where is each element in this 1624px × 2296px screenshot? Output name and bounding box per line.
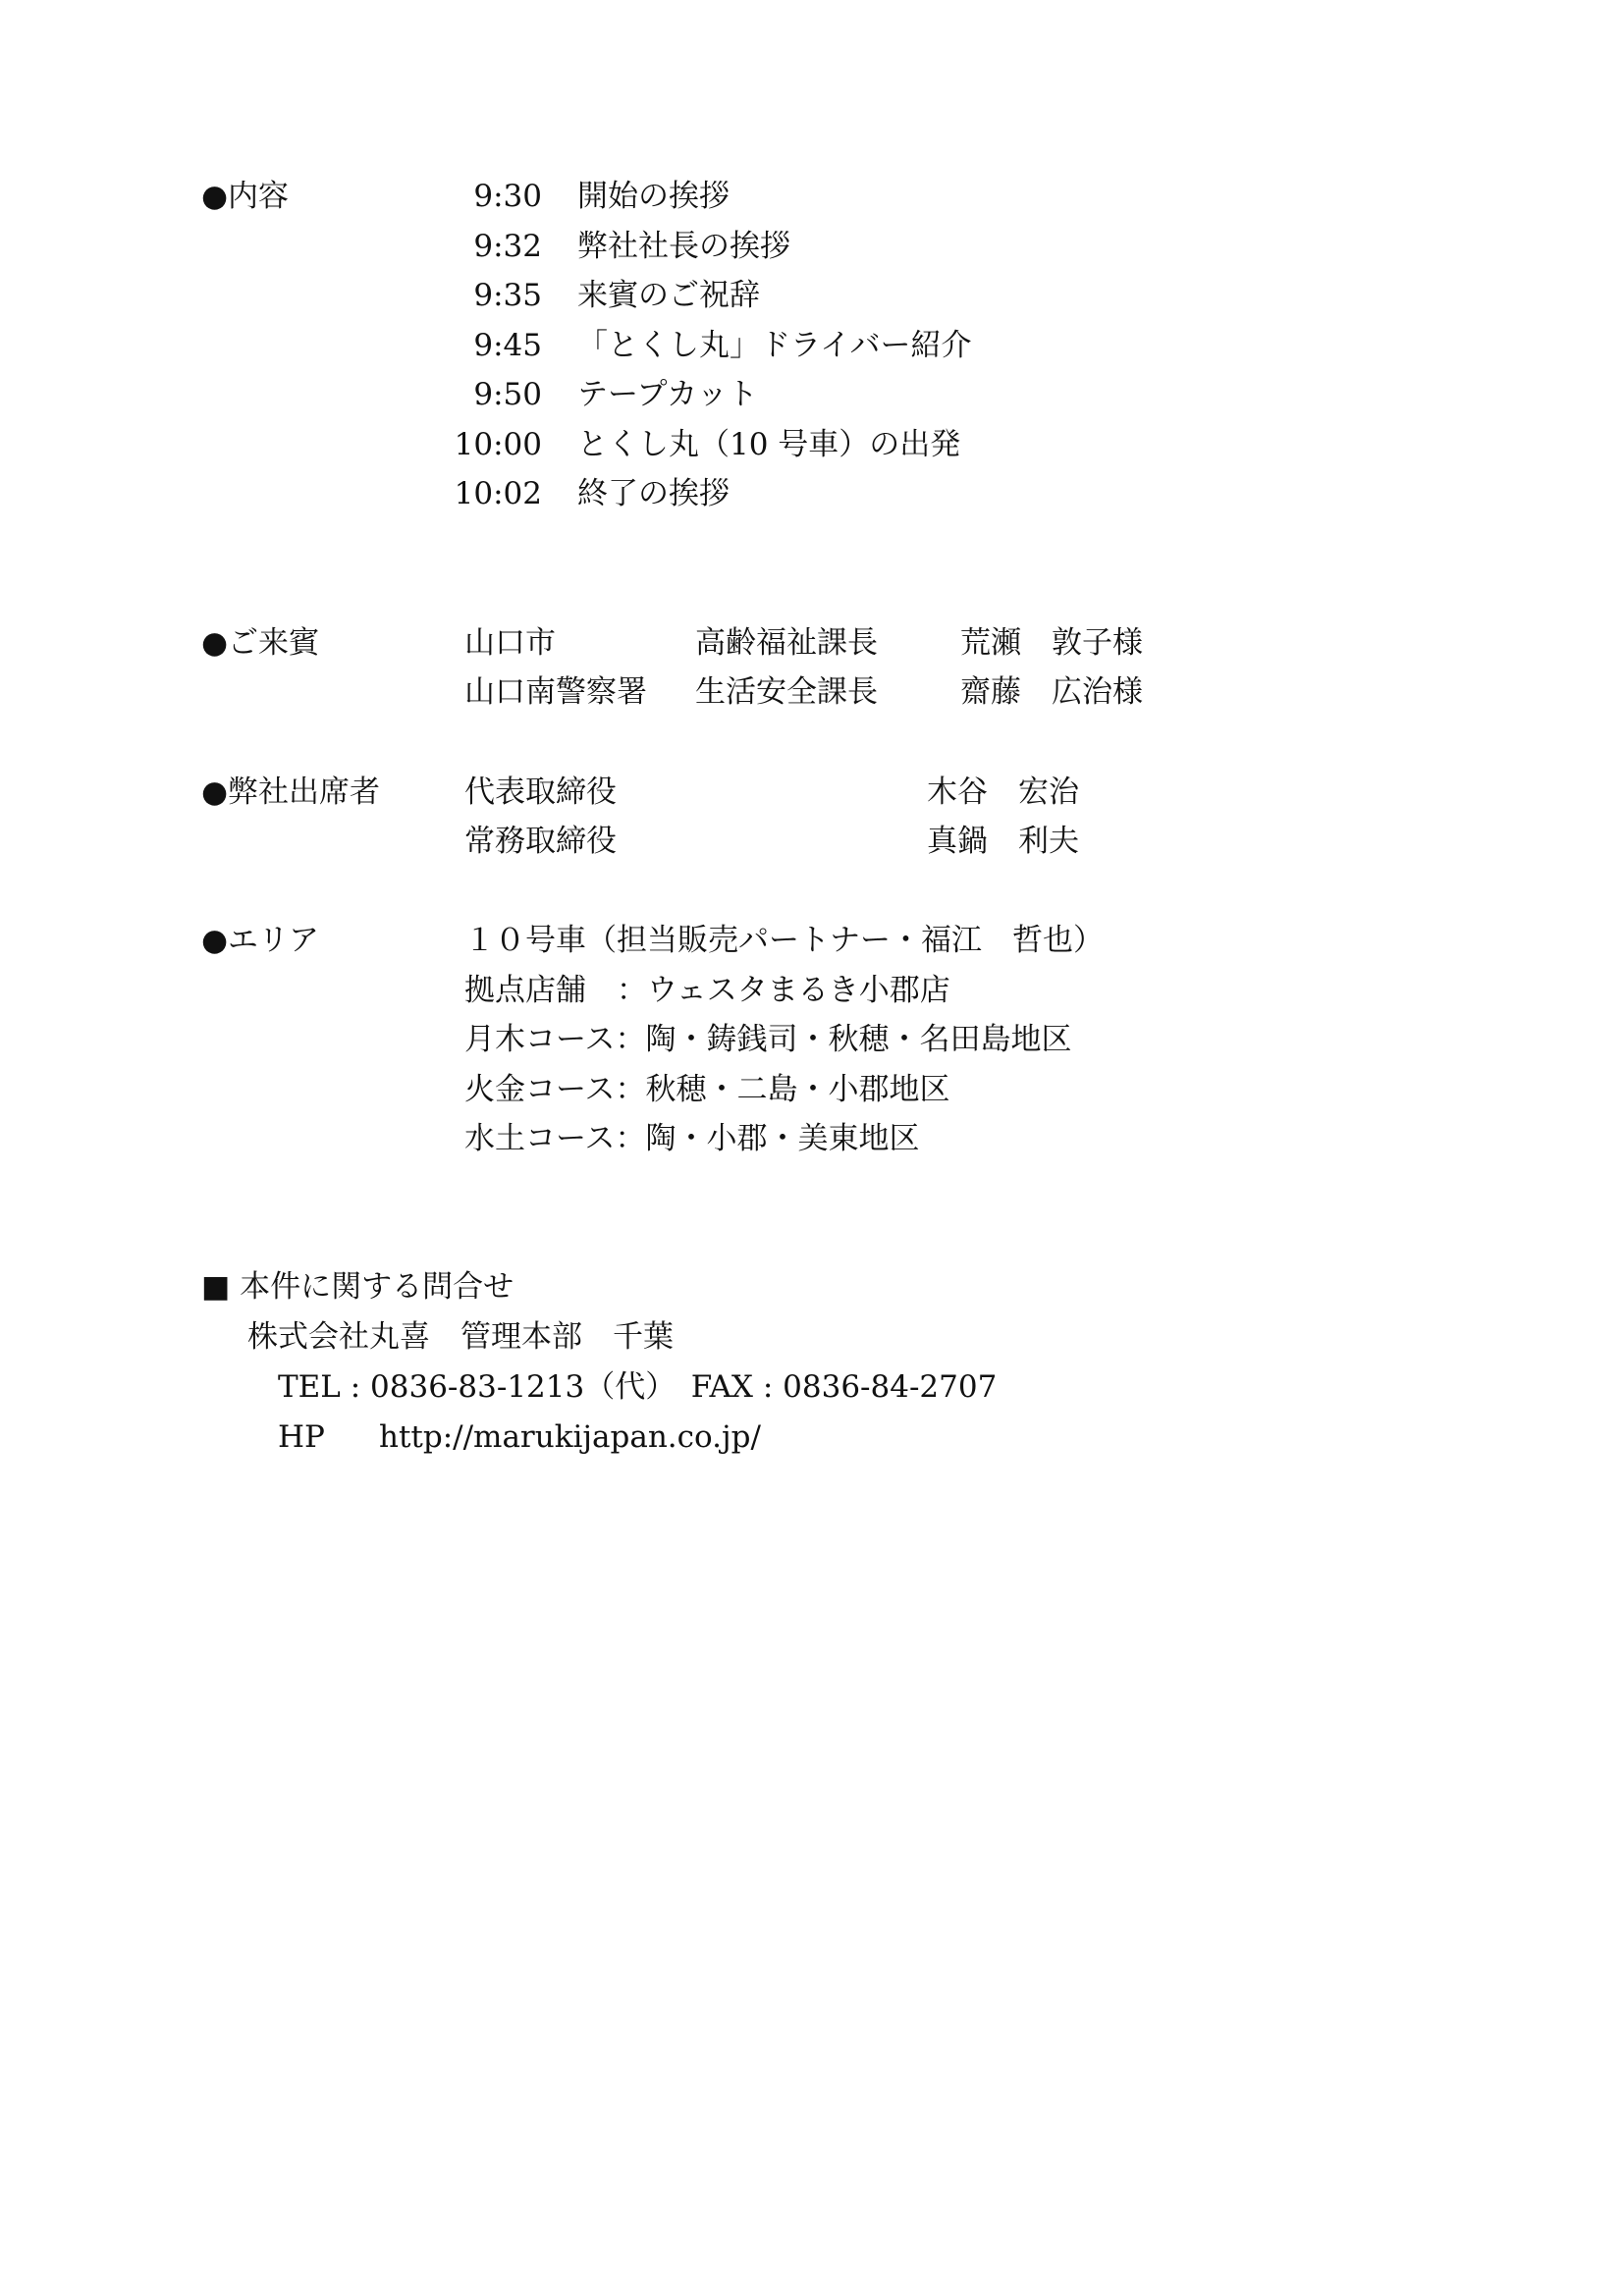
attendee-name-1: 木谷 宏治 bbox=[927, 774, 1079, 810]
attendee-title-1: 代表取締役 bbox=[464, 774, 617, 810]
program-time-1: 9:30 bbox=[473, 179, 542, 214]
program-time-3: 9:35 bbox=[473, 278, 542, 313]
contact-tel-fax: TEL : 0836-83-1213（代） FAX : 0836-84-2707 bbox=[278, 1369, 998, 1405]
contact-heading: ■ 本件に関する問合せ bbox=[201, 1269, 514, 1305]
attendee-title-2: 常務取締役 bbox=[464, 824, 617, 859]
guest-title-2: 生活安全課長 bbox=[695, 674, 878, 710]
area-heading: ●エリア bbox=[201, 923, 320, 958]
guests-heading: ●ご来賓 bbox=[201, 625, 320, 661]
contact-hp-label: HP bbox=[278, 1419, 325, 1455]
area-line-2: 拠点店舗 ：ウェスタまるき小郡店 bbox=[464, 973, 950, 1008]
program-item-4: 「とくし丸」ドライバー紹介 bbox=[577, 328, 972, 363]
guest-title-1: 高齢福祉課長 bbox=[695, 625, 878, 661]
program-time-6: 10:00 bbox=[454, 427, 542, 462]
program-item-3: 来賓のご祝辞 bbox=[577, 278, 760, 313]
program-time-4: 9:45 bbox=[473, 328, 542, 363]
attendee-name-2: 真鍋 利夫 bbox=[927, 824, 1079, 859]
guest-org-2: 山口南警察署 bbox=[464, 674, 647, 710]
contact-hp-link[interactable]: http://marukijapan.co.jp/ bbox=[379, 1419, 761, 1455]
program-time-5: 9:50 bbox=[473, 377, 542, 412]
area-line-5: 水土コース：陶・小郡・美東地区 bbox=[464, 1121, 920, 1156]
program-heading: ●内容 bbox=[201, 179, 290, 214]
guest-name-2: 齋藤 広治様 bbox=[960, 674, 1143, 710]
guest-org-1: 山口市 bbox=[464, 625, 556, 661]
program-time-7: 10:02 bbox=[454, 476, 542, 511]
contact-company: 株式会社丸喜 管理本部 千葉 bbox=[247, 1319, 674, 1355]
area-line-1: １０号車（担当販売パートナー・福江 哲也） bbox=[464, 923, 1104, 958]
program-item-7: 終了の挨拶 bbox=[577, 476, 730, 511]
program-item-1: 開始の挨拶 bbox=[577, 179, 730, 214]
program-time-2: 9:32 bbox=[473, 229, 542, 264]
program-item-6: とくし丸（10 号車）の出発 bbox=[577, 427, 961, 462]
area-line-3: 月木コース：陶・鋳銭司・秋穂・名田島地区 bbox=[464, 1022, 1072, 1057]
program-item-2: 弊社社長の挨拶 bbox=[577, 229, 790, 264]
attendees-heading: ●弊社出席者 bbox=[201, 774, 381, 810]
area-line-4: 火金コース：秋穂・二島・小郡地区 bbox=[464, 1072, 950, 1107]
program-item-5: テープカット bbox=[577, 377, 758, 412]
guest-name-1: 荒瀬 敦子様 bbox=[960, 625, 1143, 661]
